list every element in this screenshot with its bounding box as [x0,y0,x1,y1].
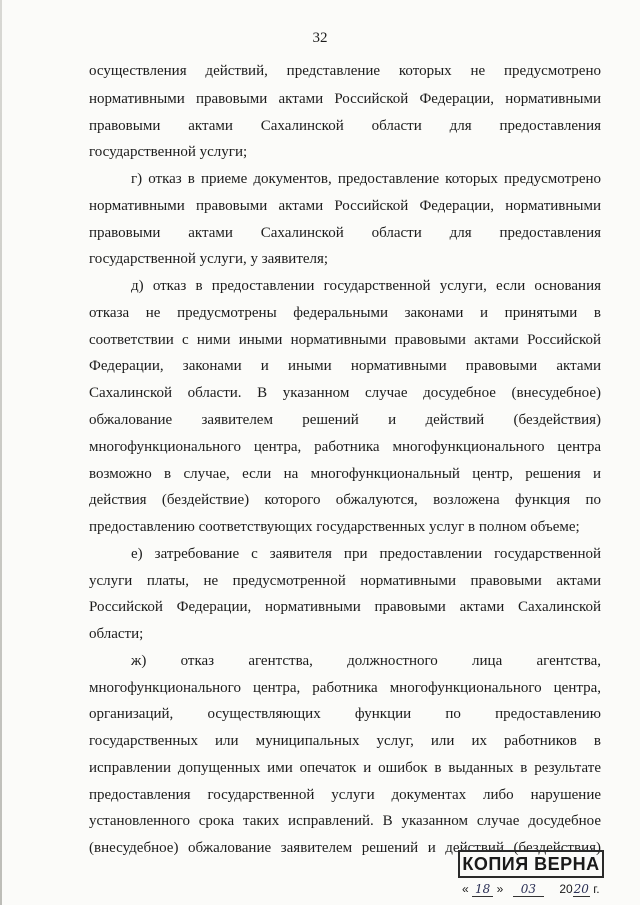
text-line: предоставления государственной услуги документах либо нарушение [89,787,601,803]
text-line: услуги платы, не предусмотренной нормативными правовыми актами [89,573,601,589]
stamp-year-suffix: 20 [573,882,589,896]
text-line: осуществления действий, представление которых не предусмотрено [89,63,601,79]
text-line: Сахалинской области. В указанном случае досудебное (внесудебное) [89,385,601,401]
stamp-month: 03 [513,882,544,897]
text-line: е) затребование с заявителя при предоставлении государственной [131,546,601,562]
text-line: обжалование заявителем решений и действий (бездействия) [89,412,601,428]
text-line: организаций, осуществляющих функции по предоставлению [89,706,601,722]
text-line: установленного срока таких исправлений. В указанном случае досудебное [89,813,601,829]
text-line: возможно в случае, если на многофункциональный центр, решения и [89,466,601,482]
text-line: (внесудебное) обжалование заявителем решений и действий (бездействия) [89,840,601,856]
text-line: ж) отказ агентства, должностного лица агентства, [131,653,601,669]
text-line: правовыми актами Сахалинской области для предоставления [89,225,601,241]
text-line: нормативными правовыми актами Российской Федерации, нормативными [89,198,601,214]
text-line: многофункционального центра, работника многофункционального центра, [89,680,601,696]
stamp-day: 18 [472,882,493,897]
page-left-edge [0,0,2,905]
text-line: правовыми актами Сахалинской области для предоставления [89,118,601,134]
text-line: соответствии с ними иными нормативными правовыми актами Российской [89,332,601,348]
text-line: Российской Федерации, нормативными правовыми актами Сахалинской [89,599,601,615]
text-line: г) отказ в приеме документов, предоставление которых предусмотрено [131,171,601,187]
stamp-year-prefix: 20 [559,882,573,896]
text-line: многофункционального центра, работника многофункционального центра [89,439,601,455]
text-line: Федерации, законами и иными нормативными правовыми актами [89,358,601,374]
text-line: государственной услуги; [89,144,248,160]
text-line: нормативными правовыми актами Российской Федерации, нормативными [89,91,601,107]
text-line: государственной услуги, у заявителя; [89,251,329,267]
text-line: предоставлению соответствующих государственных услуг в полном объеме; [89,519,580,535]
certified-copy-stamp [458,850,608,904]
text-line: государственных или муниципальных услуг, или их работников в [89,733,601,749]
stamp-quote-close: » [496,882,504,896]
text-line: отказа не предусмотрены федеральными законами и принятыми в [89,305,601,321]
text-line: д) отказ в предоставлении государственной услуги, если основания [131,278,601,294]
stamp-year-mark: г. [593,882,600,896]
stamp-quote-open: « [462,882,469,896]
text-line: исправлении допущенных ими опечаток и ошибок в выданных в результате [89,760,601,776]
stamp-date [462,882,608,897]
stamp-title: КОПИЯ ВЕРНА [458,850,604,878]
page-number: 32 [312,30,328,46]
text-line: области; [89,626,144,642]
text-line: действия (бездействие) которого обжалуются, возложена функция по [89,492,601,508]
